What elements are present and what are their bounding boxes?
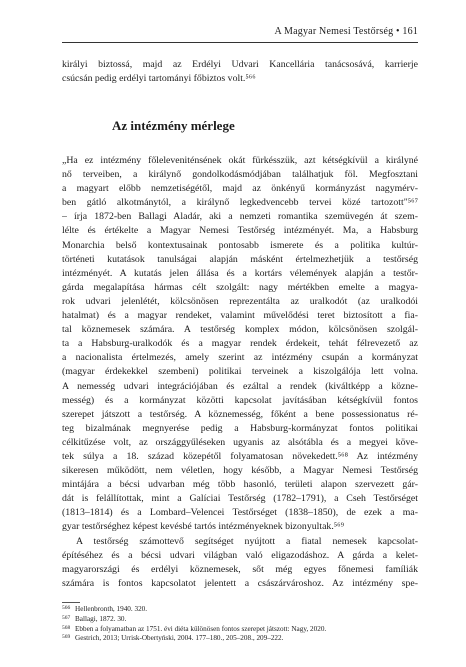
text-line: szerepet játszott a testőrség. A köznemesség, főként a bene possessionatus ré- xyxy=(62,408,418,420)
text-line: tek súlya a 18. század közepétől folyamatosan növekedett.⁵⁶⁸ Az intézmény xyxy=(62,450,418,462)
text-line: ben gátló alkotmánytól, a királynő legkedvencebb tervei közé tartozott"⁵⁶⁷ xyxy=(62,197,418,209)
footnote-text: Hellenbronth, 1940. 320. xyxy=(75,605,148,613)
footnotes xyxy=(62,604,418,643)
footnote-number: 566 xyxy=(62,605,71,611)
text-line: célkitűzése volt, az országgyűléseken ugyanis az alsótábla és a megyei köve- xyxy=(62,436,418,448)
text-line: (1813–1814) és a Lombard–Velencei Testőrséget (1838–1850), de ezek a ma- xyxy=(62,507,418,519)
text-line: (magyar érdekekkel szembeni) politikai terveinek a kiszolgálója lett volna. xyxy=(62,366,418,378)
text-line: gyar testőrséghez képest kevésbé tartós intézményeknek bizonyultak.⁵⁶⁹ xyxy=(62,521,345,533)
text-line: ta a Habsburg-uralkodók és a magyar rendek érdekeit, tehát félrevezető az xyxy=(62,338,418,350)
text-line: történeti kutatások tanulságai alapján másként értelmezhetjük a testőrség xyxy=(62,253,418,265)
footnote-number: 569 xyxy=(62,634,71,641)
footnote-text: Ballagi, 1872. 30. xyxy=(75,614,127,623)
text-line: hatalmat) és a magyar rendeket, valamint művelődési teret biztosított a fia- xyxy=(62,310,418,322)
text-line: teg bizalmának megnyerése pedig a Habsburg-kormányzat fontos politikai xyxy=(62,422,418,434)
text-line: dát is felállítottak, mint a Galíciai Testőrség (1782–1791), a Cseh Testőrséget xyxy=(62,493,418,505)
text-line: a nacionalista értelmezés, amely szerint az intézmény csupán a kormányzat xyxy=(62,352,418,364)
footnote-number: 567 xyxy=(62,614,71,621)
footnote-number: 568 xyxy=(62,624,71,631)
footnote xyxy=(62,633,418,643)
body-text xyxy=(62,154,418,591)
footnote xyxy=(62,604,418,614)
text-line: intézményét. A kutatás jelen állása és a kortárs vélemények alapján a testőr- xyxy=(62,267,418,279)
section-heading: Az intézmény mérlege xyxy=(112,118,235,133)
running-header: A Magyar Nemesi Testőrség • 161 xyxy=(274,26,418,37)
footnote-text: Gestrich, 2013; Urrisk-Obertyński, 2004. 177–180., 205–208., 209–222. xyxy=(75,634,284,643)
text-line: sikeresen működött, nem véletlen, hogy később, a Magyar Nemesi Testőrség xyxy=(62,465,418,477)
text-line: A testőrség számottevő segítséget nyújtott a fiatal nemesek kapcsolat- xyxy=(76,535,418,547)
footnote xyxy=(62,624,418,634)
text-line: királyi biztossá, majd az Erdélyi Udvari Kancellária tanácsosává, karrierje xyxy=(62,59,418,70)
text-line: mintájára a bécsi udvarban még több hasonló, területi alapon szervezett gár- xyxy=(62,479,418,491)
text-line: „Ha ez intézmény főleleveniténsének okát fürkésszük, azt kétségkívül a királyné xyxy=(62,155,418,166)
text-line: – írja 1872-ben Ballagi Aladár, aki a nemzeti romantika szemüvegén át szem- xyxy=(62,211,418,223)
footnote-rule xyxy=(62,602,80,603)
text-line: csúcsán pedig erdélyi tartományi főbiztos volt.⁵⁶⁶ xyxy=(62,73,256,85)
text-line: számára is fontos kapcsolatot jelentett a császárvároshoz. Az intézmény spe- xyxy=(62,577,418,589)
footnote xyxy=(62,614,418,624)
intro-paragraph xyxy=(62,58,418,86)
header-rule xyxy=(62,42,418,43)
text-line: A nemesség udvari integrációjában és ezáltal a rendek (kiváltképp a közne- xyxy=(62,380,418,392)
text-line: nő terveiben, a királynő gondolkodásmódjában találhatjuk föl. Megfosztani xyxy=(62,169,418,181)
text-line: messég) és a kormányzat közötti kapcsolat javításában kétségkívül fontos xyxy=(62,394,418,406)
text-line: gárda megalapítása hármas célt szolgált: nagy mértékben emelte a magya- xyxy=(62,281,418,293)
text-line: rok udvari jelenlétét, kölcsönösen reprezentálta az uralkodót (az uralkodói xyxy=(62,295,418,307)
text-line: tal köznemesek számára. A testőrség komplex módon, kölcsönösen szolgál- xyxy=(62,324,418,336)
text-line: Monarchia belső kontextusainak pontosabb ismerete és a politika kultúr- xyxy=(62,239,418,251)
text-line: építéséhez és a bécsi udvari világban való eligazodáshoz. A gárda a kelet- xyxy=(62,549,418,561)
text-line: a magyart előbb nemzetiségétől, majd az önkényű kormányzást nagymérv- xyxy=(62,183,418,195)
text-line: lélte és értékelte a Magyar Nemesi Testőrség intézményét. Ma, a Habsburg xyxy=(62,225,418,237)
footnote-text: Ebben a folyamatban az 1751. évi diéta különösen fontos szerepet játszott: Nagy, 2020. xyxy=(75,624,327,633)
text-line: magyarországi és erdélyi köznemesek, sőt még egyes főnemesi famíliák xyxy=(62,563,418,575)
